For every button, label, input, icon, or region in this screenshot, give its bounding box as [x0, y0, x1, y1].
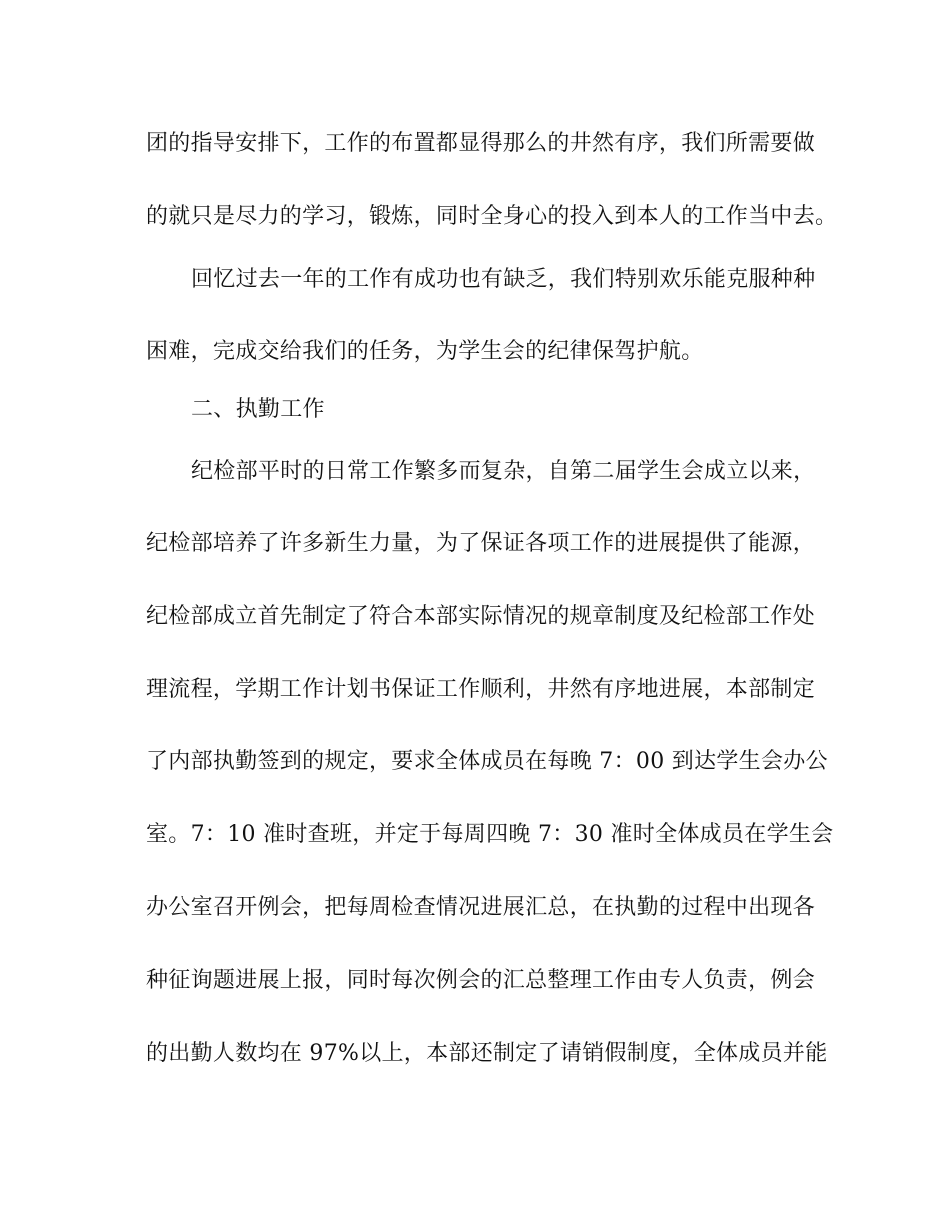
paragraph-line: 的出勤人数均在 97%以上，本部还制定了请销假制度，全体成员并能 [146, 1041, 828, 1066]
paragraph-line: 纪检部平时的日常工作繁多而复杂，自第二届学生会成立以来， [191, 459, 816, 484]
paragraph-line: 室。7：10 准时查班，并定于每周四晚 7：30 准时全体成员在学生会 [146, 822, 834, 847]
paragraph-line: 纪检部培养了许多新生力量，为了保证各项工作的进展提供了能源， [146, 531, 816, 556]
section-heading: 二、执勤工作 [191, 397, 325, 422]
paragraph-line: 理流程，学期工作计划书保证工作顺利，井然有序地进展，本部制定 [146, 677, 816, 702]
paragraph-line: 团的指导安排下，工作的布置都显得那么的井然有序，我们所需要做 [146, 131, 816, 156]
paragraph-line: 回忆过去一年的工作有成功也有缺乏，我们特别欢乐能克服种种 [191, 267, 816, 292]
paragraph-line: 纪检部成立首先制定了符合本部实际情况的规章制度及纪检部工作处 [146, 604, 816, 629]
paragraph-line: 困难，完成交给我们的任务，为学生会的纪律保驾护航。 [146, 339, 704, 364]
paragraph-line: 了内部执勤签到的规定，要求全体成员在每晚 7：00 到达学生会办公 [146, 749, 828, 774]
paragraph-line: 种征询题进展上报，同时每次例会的汇总整理工作由专人负责，例会 [146, 968, 816, 993]
paragraph-line: 办公室召开例会，把每周检查情况进展汇总，在执勤的过程中出现各 [146, 895, 816, 920]
paragraph-line: 的就只是尽力的学习，锻炼，同时全身心的投入到本人的工作当中去。 [146, 204, 838, 229]
